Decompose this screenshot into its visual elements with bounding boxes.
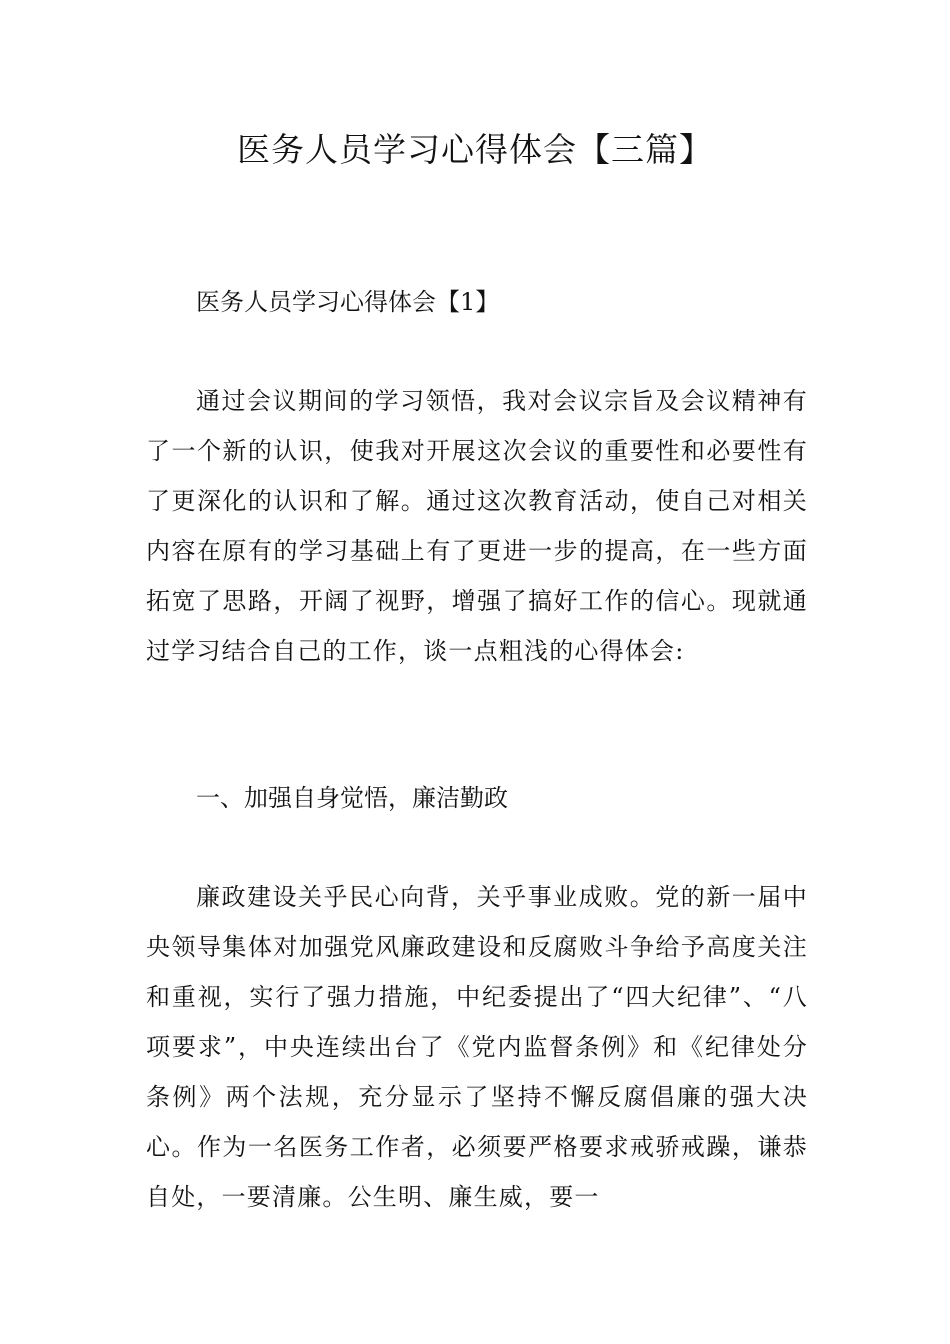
subheading: 一、加强自身觉悟，廉洁勤政 bbox=[196, 784, 508, 812]
section-heading: 医务人员学习心得体会【1】 bbox=[196, 288, 500, 316]
document-title: 医务人员学习心得体会【三篇】 bbox=[237, 130, 713, 169]
body-paragraph-1: 通过会议期间的学习领悟，我对会议宗旨及会议精神有了一个新的认识，使我对开展这次会议的重要性和必要性有了更深化的认识和了解。通过这次教育活动，使自己对相关内容在原有的学习基础上有了更进一步的提高，在一些方面拓宽了思路，开阔了视野，增强了搞好工作的信心。现就通过学习结合自己的工作，谈一点粗浅的心得体会: bbox=[146, 387, 808, 665]
body-paragraph-2: 廉政建设关乎民心向背，关乎事业成败。党的新一届中央领导集体对加强党风廉政建设和反腐败斗争给予高度关注和重视，实行了强力措施，中纪委提出了“四大纪律”、“八项要求”，中央连续出台了《党内监督条例》和《纪律处分条例》两个法规，充分显示了坚持不懈反腐倡廉的强大决心。作为一名医务工作者，必须要严格要求戒骄戒躁，谦恭自处，一要清廉。公生明、廉生威，要一 bbox=[146, 883, 808, 1211]
